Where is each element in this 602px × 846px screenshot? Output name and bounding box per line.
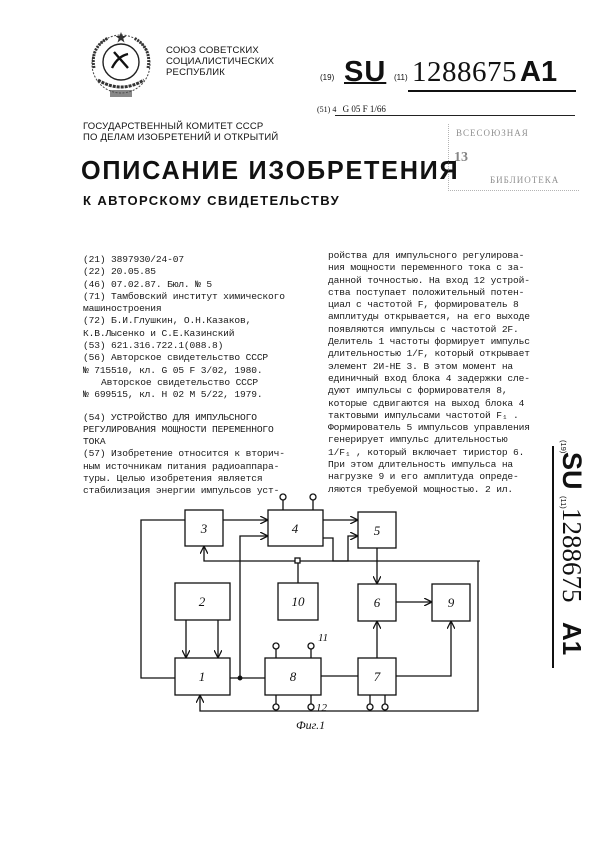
- block-label-2: 2: [198, 594, 206, 609]
- inid-code-19: (19): [320, 73, 335, 82]
- ipc-rule: [335, 115, 575, 116]
- abstract-line: генерирует импульс длительностью: [328, 434, 508, 446]
- state-emblem-logo: [84, 28, 158, 102]
- block-label-5: 5: [373, 523, 381, 538]
- patent-number: 1288675: [412, 56, 517, 88]
- underline-rule: [408, 90, 576, 92]
- side-inid-code-19: (19): [559, 440, 568, 454]
- biblio-line: (46) 07.02.87. Бюл. № 5: [83, 278, 212, 290]
- ipc-classification: [317, 104, 579, 114]
- block-label-1: 1: [198, 669, 206, 684]
- abstract-line: 1/F₁ , который включает тиристор 6.: [328, 446, 525, 458]
- abstract-line: циал с частотой F, формирователь 8: [328, 299, 519, 311]
- block-label-10: 10: [291, 594, 305, 609]
- kind-code: A1: [520, 56, 558, 88]
- link-7-9: [396, 622, 451, 676]
- invention-title-line: РЕГУЛИРОВАНИЯ МОЩНОСТИ ПЕРЕМЕННОГО: [83, 423, 274, 435]
- abstract-line: дуют импульсы с формирователя 8,: [328, 385, 508, 397]
- biblio-line: (53) 621.316.722.1(088.8): [83, 340, 224, 352]
- terminal-11: [308, 643, 314, 649]
- document-subtitle: К АВТОРСКОМУ СВИДЕТЕЛЬСТВУ: [83, 193, 341, 208]
- side-rule: [552, 446, 554, 668]
- abstract-line: Делитель 1 частоты формирует импульс: [328, 336, 530, 348]
- biblio-line: (56) Авторское свидетельство СССР: [83, 352, 269, 364]
- abstract-line: появляются импульсы с частотой 2F.: [328, 323, 519, 335]
- abstract-line: длительностью 1/F, который открывает: [328, 348, 530, 360]
- abstract-line: ным источникам питания радиоаппара-: [83, 460, 280, 472]
- side-country-code: SU: [557, 452, 587, 490]
- library-stamp: [454, 126, 594, 194]
- committee-line: ГОСУДАРСТВЕННЫЙ КОМИТЕТ СССР: [83, 121, 264, 132]
- stamp-line: БИБЛИОТЕКА: [490, 175, 560, 185]
- abstract-line: стабилизация энергии импульсов уст-: [83, 485, 280, 497]
- abstract-line: Формирователь 5 импульсов управления: [328, 422, 530, 434]
- union-name: [166, 45, 274, 78]
- abstract-line: туры. Целью изобретения является: [83, 473, 263, 485]
- terminal-label-12: 12: [316, 702, 327, 714]
- side-patent-number: 1288675: [557, 508, 587, 603]
- biblio-line: К.В.Лысенко и С.Е.Казинский: [83, 327, 235, 339]
- link-3-1-loop: [141, 520, 185, 678]
- terminal-8-bottom-left: [273, 704, 279, 710]
- biblio-line: № 699515, кл. Н 02 М 5/22, 1979.: [83, 389, 263, 401]
- terminal-12: [308, 704, 314, 710]
- biblio-line: (72) Б.И.Глушкин, О.Н.Казаков,: [83, 315, 252, 327]
- biblio-line: (21) 3897930/24-07: [83, 254, 184, 265]
- block-diagram: [120, 488, 480, 738]
- terminal-7a: [367, 704, 373, 710]
- union-name-line: РЕСПУБЛИК: [166, 67, 226, 78]
- biblio-line: (71) Тамбовский институт химического: [83, 290, 285, 302]
- side-publication-number: [551, 440, 591, 670]
- terminal-label-11: 11: [318, 632, 329, 644]
- inid-code-11: (11): [394, 73, 408, 82]
- link-node-4: [240, 536, 267, 678]
- ipc-value: G 05 F 1/66: [342, 104, 386, 114]
- biblio-line: (22) 20.05.85: [83, 266, 156, 278]
- abstract-line: единичный вход блока 4 задержки сле-: [328, 372, 530, 384]
- abstract-line: амплитуды открывается, на его выходе: [328, 311, 530, 323]
- side-kind-code: A1: [557, 622, 587, 656]
- publication-number-header: [316, 58, 578, 88]
- abstract-line: элемент 2И-НЕ 3. В этом момент на: [328, 360, 514, 372]
- abstract-line: ройства для импульсного регулирова-: [328, 250, 525, 261]
- link-4-5-lower: [323, 536, 357, 561]
- stamp-line: 13: [454, 150, 468, 165]
- invention-title-line: (54) УСТРОЙСТВО ДЛЯ ИМПУЛЬСНОГО: [83, 411, 257, 423]
- abstract-line: При этом длительность импульса на: [328, 459, 514, 471]
- block-label-9: 9: [447, 595, 455, 610]
- abstract-column: [328, 250, 578, 496]
- abstract-line: (57) Изобретение относится к вторич-: [83, 448, 285, 460]
- abstract-line: тактовыми импульсами частотой F₁ .: [328, 409, 519, 421]
- abstract-line: ния мощности переменного тока с за-: [328, 262, 525, 274]
- abstract-line: ляются требуемой мощностью. 2 ил.: [328, 483, 514, 495]
- abstract-line: нагрузке 9 и его амплитуда опреде-: [328, 471, 519, 483]
- biblio-line: № 715510, кл. G 05 F 3/02, 1980.: [83, 364, 263, 376]
- document-title: ОПИСАНИЕ ИЗОБРЕТЕНИЯ: [81, 155, 460, 185]
- link-bus-3: [204, 547, 348, 561]
- invention-title-line: ТОКА: [83, 436, 106, 448]
- biblio-line: Авторское свидетельство СССР: [101, 376, 259, 388]
- stamp-line: ВСЕСОЮЗНАЯ: [456, 128, 529, 138]
- committee-name: [83, 121, 278, 143]
- block-label-3: 3: [200, 521, 208, 536]
- block-label-6: 6: [373, 595, 381, 610]
- terminal-7b: [382, 704, 388, 710]
- terminal-8-top-left: [273, 643, 279, 649]
- terminal-4a: [280, 494, 286, 500]
- committee-line: ПО ДЕЛАМ ИЗОБРЕТЕНИЙ И ОТКРЫТИЙ: [83, 132, 279, 143]
- block-label-7: 7: [373, 669, 381, 684]
- abstract-line: ства поступает положительный потен-: [328, 286, 525, 298]
- junction-node: [295, 558, 300, 563]
- biblio-line: машиностроения: [83, 303, 162, 315]
- figure-caption: Фиг.1: [296, 718, 326, 732]
- union-name-line: СОЮЗ СОВЕТСКИХ: [166, 45, 259, 56]
- abstract-line: которые сдвигаются на выход блока 4: [328, 397, 525, 409]
- abstract-line: данной точностью. На вход 12 устрой-: [328, 274, 530, 286]
- block-label-8: 8: [289, 669, 297, 684]
- terminal-4b: [310, 494, 316, 500]
- union-name-line: СОЦИАЛИСТИЧЕСКИХ: [166, 56, 275, 67]
- junction-dot: [238, 676, 242, 680]
- ipc-code-label: (51) 4: [317, 105, 337, 114]
- block-label-4: 4: [291, 521, 299, 536]
- country-code: SU: [344, 56, 387, 88]
- side-inid-code-11: (11): [559, 496, 568, 509]
- bibliographic-column: [83, 254, 318, 498]
